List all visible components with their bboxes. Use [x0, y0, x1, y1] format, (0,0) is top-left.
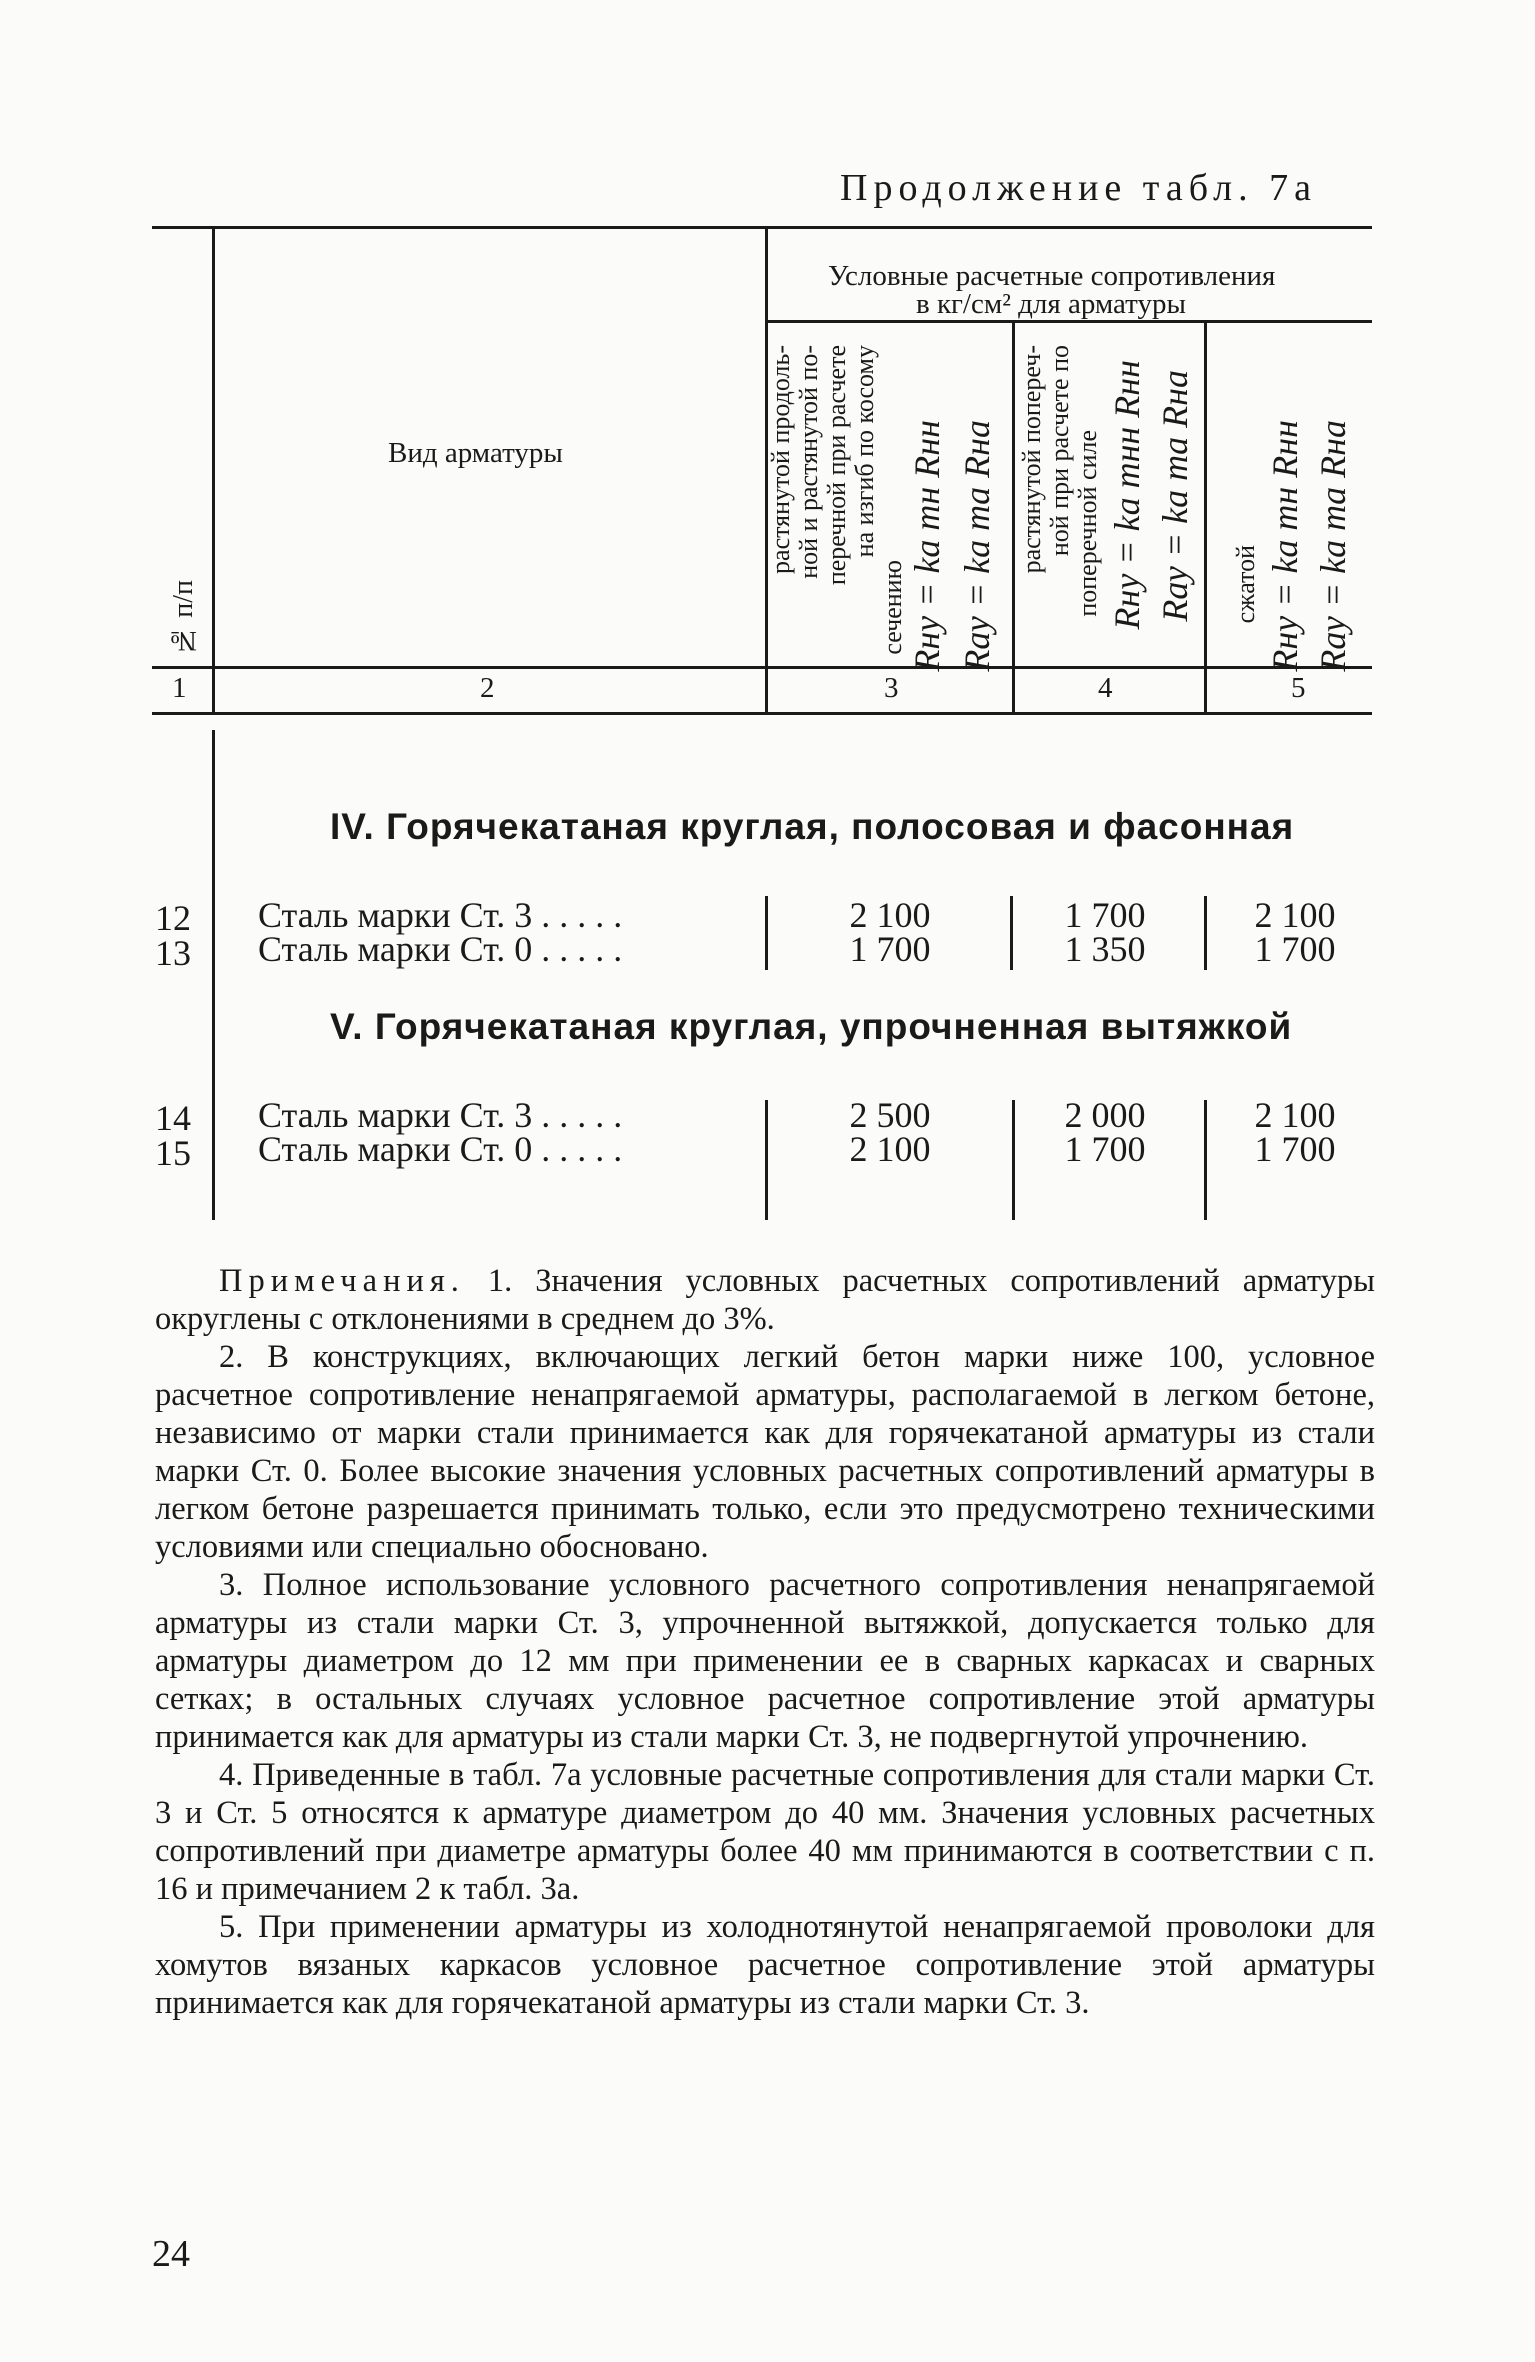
row-steel-name: Сталь марки Ст. 0 . . . . .	[258, 1129, 623, 1169]
page-number: 24	[152, 2233, 190, 2275]
resist-header-line1: Условные расчетные сопротивления	[828, 260, 1276, 292]
col3-desc-line2: ной и растянутой по-	[794, 345, 823, 579]
row-value-col5: 1 700	[1254, 1129, 1336, 1169]
body-divider-c3-b	[765, 1100, 768, 1220]
note-3: 3. Полное использование условного расчетного сопротивления ненапрягаемой арматуры из стали марки Ст. 3, упрочненной вытяжкой, допускается только для арматуры диаметром до 12 мм при применении ее в сварных каркасах и сварных сетках; в остальных случаях условное расчетное сопротивление этой арматуры принимается как для арматуры из стали марки Ст. 3, не подвергнутой упрочнению.	[155, 1567, 1375, 1755]
note-5: 5. При применении арматуры из холоднотянутой ненапрягаемой проволоки для хомутов вязаных каркасов условное расчетное сопротивление этой арматуры принимается как для горячекатаной арматуры из стали марки Ст. 3.	[155, 1909, 1375, 2021]
row-value-col4: 2 000	[1064, 1095, 1146, 1135]
numbers-row-top-rule	[152, 666, 1372, 669]
row-value-col3: 2 100	[849, 1129, 931, 1169]
col4-formula-1: Rну = kа mнн Rнн	[1107, 360, 1147, 630]
section-title-iv: IV. Горячекатаная круглая, полосовая и фасонная	[330, 806, 1295, 847]
col-number-1: 1	[172, 672, 187, 704]
col3-formula-1: Rну = kа mн Rнн	[907, 420, 947, 672]
col-number-4: 4	[1098, 672, 1113, 704]
table-continuation-title: Продолжение табл. 7а	[840, 167, 1317, 209]
col3-desc-line1: растянутой продоль-	[766, 345, 795, 574]
numbers-row-bottom-rule	[152, 712, 1372, 715]
row-value-col5: 1 700	[1254, 929, 1336, 969]
col5-desc: сжатой	[1231, 545, 1260, 624]
table-top-rule	[152, 226, 1372, 229]
note-1: 1. Значения условных расчетных сопротивлений арматуры округлены с отклонениями в среднем до 3%.	[155, 1263, 1375, 1337]
col4-desc-line2: ной при расчете по	[1045, 345, 1074, 557]
row-value-col3: 2 500	[849, 1095, 931, 1135]
body-divider-num	[212, 730, 215, 1220]
notes-label: Примечания.	[219, 1263, 465, 1299]
col-number-3: 3	[884, 672, 899, 704]
col3-desc-line3: перечной при расчете	[822, 345, 851, 586]
row-number: 14	[155, 1098, 191, 1138]
col-divider-4	[1204, 322, 1207, 712]
section-title-v: V. Горячекатаная круглая, упрочненная вытяжкой	[330, 1006, 1293, 1047]
row-steel-name: Сталь марки Ст. 3 . . . . .	[258, 895, 623, 935]
col4-desc-line1: растянутой попереч-	[1017, 345, 1046, 574]
note-4: 4. Приведенные в табл. 7а условные расчетные сопротивления для стали марки Ст. 3 и Ст. 5 относятся к арматуре диаметром до 40 мм. Значения условных расчетных сопротивлений при диаметре арматуры более 40 мм принимаются в соответствии с п. 16 и примечанием 2 к табл. 3а.	[155, 1757, 1375, 1907]
row-value-col5: 2 100	[1254, 895, 1336, 935]
col-type-header: Вид арматуры	[388, 437, 563, 469]
col3-desc-line4: на изгиб по косому	[850, 345, 879, 558]
col-num-header: № п/п	[168, 580, 199, 656]
col4-formula-2: Rау = kа mа Rна	[1155, 370, 1195, 622]
col-divider-1	[212, 228, 215, 712]
row-number: 15	[155, 1133, 191, 1173]
col5-formula-2: Rау = kа mа Rна	[1313, 420, 1353, 672]
resist-header-line2: в кг/см² для арматуры	[916, 288, 1186, 320]
notes-block	[155, 1262, 1375, 2022]
row-value-col4: 1 700	[1064, 895, 1146, 935]
col4-desc-line3: поперечной силе	[1073, 430, 1102, 617]
col-number-5: 5	[1291, 672, 1306, 704]
row-value-col4: 1 350	[1064, 929, 1146, 969]
row-value-col5: 2 100	[1254, 1095, 1336, 1135]
row-value-col3: 1 700	[849, 929, 931, 969]
body-divider-c5-a	[1204, 896, 1207, 970]
col3-formula-2: Rау = kа mа Rна	[957, 420, 997, 672]
col3-desc-line5: сечению	[878, 560, 907, 655]
note-2: 2. В конструкциях, включающих легкий бетон марки ниже 100, условное расчетное сопротивление ненапрягаемой арматуры, располагаемой в легком бетоне, независимо от марки стали принимается как для горячекатаной арматуры из стали марки Ст. 0. Более высокие значения условных расчетных сопротивлений арматуры в легком бетоне разрешается принимать только, если это предусмотрено техническими условиями или специально обосновано.	[155, 1339, 1375, 1565]
row-number: 12	[155, 898, 191, 938]
body-divider-c4-a	[1010, 896, 1013, 970]
body-divider-c4-b	[1012, 1100, 1015, 1220]
row-number: 13	[155, 933, 191, 973]
col-divider-3	[1012, 322, 1015, 712]
row-value-col3: 2 100	[849, 895, 931, 935]
row-value-col4: 1 700	[1064, 1129, 1146, 1169]
body-divider-c3-a	[765, 896, 768, 970]
col5-formula-1: Rну = kа mн Rнн	[1265, 420, 1305, 672]
col-number-2: 2	[480, 672, 495, 704]
row-steel-name: Сталь марки Ст. 0 . . . . .	[258, 929, 623, 969]
row-steel-name: Сталь марки Ст. 3 . . . . .	[258, 1095, 623, 1135]
body-divider-c5-b	[1204, 1100, 1207, 1220]
